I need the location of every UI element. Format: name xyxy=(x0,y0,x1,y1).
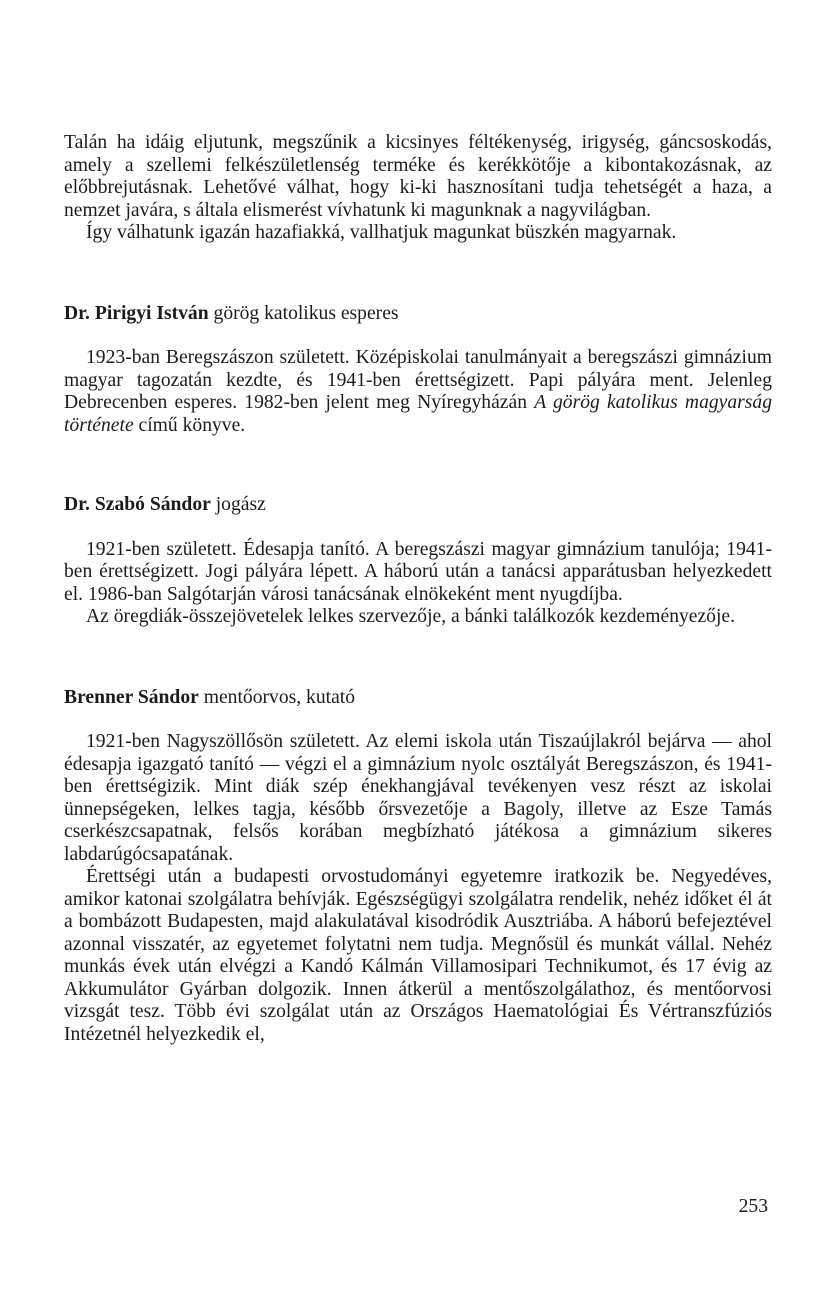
entry-name: Brenner Sándor xyxy=(64,686,199,708)
entry-paragraph: Érettségi után a budapesti orvostudományi egyetemre iratkozik be. Negyedéves, amikor katonai szolgálatra behívják. Egészségügyi szolgálatra rendelik, nehéz időket él át a bombázott Budapesten, majd alakulatával kisodródik Ausztriába. A háború befejeztével azonnal visszatér, az egyetemet folytatni nem tudja. Megnősül és munkát vállal. Nehéz munkás évek után elvégzi a Kandó Kálmán Villamosipari Technikumot, és 17 évig az Akkumulátor Gyárban dolgozik. Innen átkerül a mentőszolgálathoz, és mentőorvosi vizsgát tesz. Több évi szolgálat után az Országos Haematológiai És Vértranszfúziós Intézetnél helyezkedik el, xyxy=(64,866,772,1045)
intro-paragraph-1: Talán ha idáig eljutunk, megszűnik a kicsinyes féltékenység, irigység, gáncsoskodás, amely a szellemi felkészületlenség terméke és kerékkötője a kibontakozásnak, az előbbrejutásnak. Lehetővé válhat, hogy ki-ki hasznosítani tudja tehetségét a haza, a nemzet javára, s általa elismerést vívhatunk ki magunknak a nagyvilágban. xyxy=(64,132,772,221)
entry-paragraph: 1923-ban Beregszászon született. Középiskolai tanulmányait a beregszászi gimnázium magyar tagozatán kezdte, és 1941-ben érettségizett. Papi pályára ment. Jelenleg Debrecenben esperes. 1982-ben jelent meg Nyíregyházán A görög katolikus magyarság története című könyve. xyxy=(64,347,772,436)
bio-entry-pirigyi xyxy=(64,303,772,438)
entry-name: Dr. Pirigyi István xyxy=(64,302,209,324)
entry-role: mentőorvos, kutató xyxy=(203,686,356,708)
entry-paragraph: Az öregdiák-összejövetelek lelkes szervezője, a bánki találkozók kezdeményezője. xyxy=(86,606,736,627)
page-body xyxy=(64,132,772,1046)
entry-paragraph: 1921-ben született. Édesapja tanító. A beregszászi magyar gimnázium tanulója; 1941-ben érettségizett. Jogi pályára lépett. A háború után a tanácsi apparátusban helyezkedett el. 1986-ban Salgótarján városi tanácsának elnökeként ment nyugdíjba. xyxy=(64,538,772,605)
entry-role: jogász xyxy=(215,494,266,515)
entry-role: görög katolikus esperes xyxy=(213,302,399,324)
book-title: A görög katolikus magyarság története xyxy=(64,392,772,436)
entry-name: Dr. Szabó Sándor xyxy=(64,494,211,515)
bio-entry-brenner xyxy=(64,687,772,1047)
entry-paragraph: 1921-ben Nagyszöllősön született. Az elemi iskola után Tiszaújlakról bejárva — ahol édesapja igazgató tanító — végzi el a gimnázium nyolc osztályát Beregszászon, és 1941-ben érettségizik. Mint diák szép énekhangjával tevékenyen vesz részt az iskolai ünnepségeken, lelkes tagja, később őrsvezetője a Bagoly, illetve az Esze Tamás cserkészcsapatnak, felsős korában megbízható játékosa a gimnázium sikeres labdarúgócsapatának. xyxy=(64,731,772,865)
bio-entry-szabo xyxy=(64,494,772,629)
page-number: 253 xyxy=(738,1196,768,1217)
intro-paragraph-2: Így válhatunk igazán hazafiakká, vallhatjuk magunkat büszkén magyarnak. xyxy=(86,222,677,243)
entry-heading xyxy=(64,303,772,326)
entry-heading xyxy=(64,687,772,710)
entry-heading xyxy=(64,494,772,517)
